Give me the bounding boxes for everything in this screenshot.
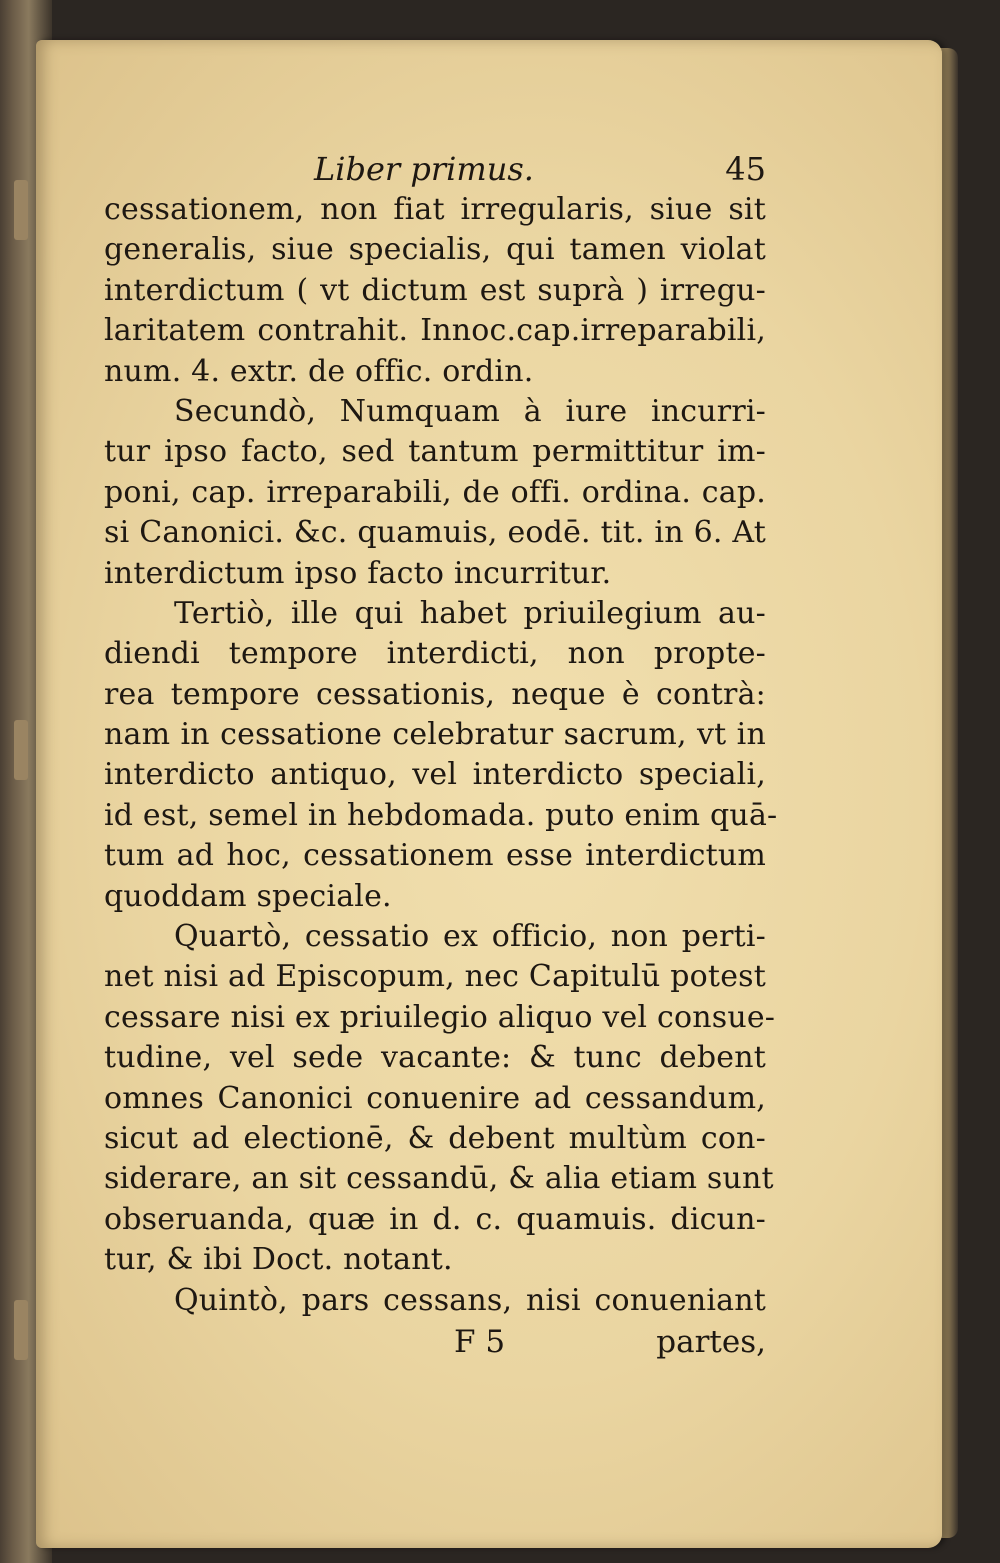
text-line: obseruanda, quæ in d. c. quamuis. dicun- [104, 1201, 766, 1237]
text-line: net nisi ad Episcopum, nec Capitulū potest [104, 959, 766, 995]
text-line: generalis, siue specialis, qui tamen violat [104, 232, 766, 268]
running-title: Liber primus. [314, 150, 534, 188]
text-line: laritatem contrahit. Innoc.cap.irreparabili, [104, 313, 766, 349]
text-line: siderare, an sit cessandū, & alia etiam sunt [104, 1161, 774, 1197]
paragraph-start-line: Secundò, Numquam à iure incurri- [174, 393, 766, 429]
text-line: num. 4. extr. de offic. ordin. [104, 353, 534, 389]
page-number: 45 [725, 150, 766, 188]
text-line: poni, cap. irreparabili, de offi. ordina. cap. [104, 474, 766, 510]
text-line: si Canonici. &c. quamuis, eodē. tit. in 6. At [104, 515, 766, 551]
spine-band [14, 180, 28, 240]
text-line: interdicto antiquo, vel interdicto speciali, [104, 757, 766, 793]
text-line: diendi tempore interdicti, non propte- [104, 636, 766, 672]
paragraph-start-line: Quartò, cessatio ex officio, non perti- [174, 919, 766, 955]
spine-band [14, 1300, 28, 1360]
catchword: partes, [656, 1323, 766, 1360]
signature-mark: F 5 [454, 1323, 506, 1360]
text-line: tur ipso facto, sed tantum permittitur im- [104, 434, 766, 470]
text-line: omnes Canonici conuenire ad cessandum, [104, 1080, 766, 1116]
catch-line [104, 1321, 766, 1363]
running-head [104, 148, 766, 190]
text-line: tur, & ibi Doct. notant. [104, 1242, 453, 1278]
text-line: sicut ad electionē, & debent multùm con- [104, 1120, 766, 1156]
text-line: tudine, vel sede vacante: & tunc debent [104, 1040, 766, 1076]
page-edge [940, 48, 958, 1538]
text-block [104, 148, 778, 1363]
text-line: interdictum ipso facto incurritur. [104, 555, 612, 591]
text-line: cessare nisi ex priuilegio aliquo vel consue- [104, 999, 776, 1035]
text-line: nam in cessatione celebratur sacrum, vt in [104, 717, 766, 753]
text-line: quoddam speciale. [104, 878, 392, 914]
text-line: cessationem, non fiat irregularis, siue sit [104, 192, 766, 227]
text-line: interdictum ( vt dictum est suprà ) irregu- [104, 272, 766, 308]
text-line: tum ad hoc, cessationem esse interdictum [104, 838, 766, 874]
paragraph-start-line: Tertiò, ille qui habet priuilegium au- [174, 595, 766, 631]
text-line: rea tempore cessationis, neque è contrà: [104, 676, 766, 712]
spine-band [14, 720, 28, 780]
paragraph-start-line: Quintò, pars cessans, nisi conueniant [174, 1282, 766, 1318]
text-line: id est, semel in hebdomada. puto enim quā- [104, 797, 778, 833]
